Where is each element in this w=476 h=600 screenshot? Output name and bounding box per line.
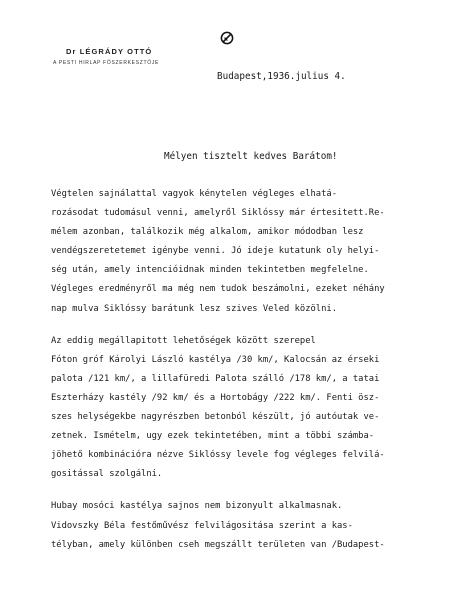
salutation: Mélyen tisztelt kedves Barátom! xyxy=(164,151,338,162)
text-line: nap mulva Siklóssy barátunk lesz szives Veled közölni. xyxy=(51,303,337,314)
text-line: jöhető kombinációra nézve Siklóssy levele fog végleges felvilá- xyxy=(51,450,385,461)
text-line: Eszterházy kastély /92 km/ és a Hortobágy /222 km/. Fenti ösz- xyxy=(51,392,380,403)
text-line: Fóton gróf Károlyi László kastélya /30 km/, Kalocsán az érseki xyxy=(51,354,380,365)
text-line: télyban, amely különben cseh megszállt területen van /Budapest- xyxy=(51,539,385,550)
letterhead-role: A PESTI HIRLAP FŐSZERKESZTŐJE xyxy=(53,60,160,66)
paragraph-3 xyxy=(51,497,463,554)
text-line: Hubay mosóci kastélya sajnos nem bizonyult alkalmasnak. xyxy=(51,501,343,512)
text-line: Végtelen sajnálattal vagyok kénytelen végleges elhatá- xyxy=(51,189,337,199)
text-line: zetnek. Ismételm, ugy ezek tekintetében, mint a többi számba- xyxy=(51,431,375,442)
text-line: palota /121 km/, a lillafüredi Palota szálló /178 km/, a tatai xyxy=(51,373,380,384)
paragraph-1 xyxy=(51,185,463,319)
letter-body xyxy=(51,185,463,555)
date-line: Budapest,1936.julius 4. xyxy=(217,71,346,82)
text-line: gositással szolgálni. xyxy=(51,469,163,480)
text-line: vendégszeretetemet igénybe venni. Jó ideje kutatunk oly helyi- xyxy=(51,246,380,257)
circled-cross-mark-icon xyxy=(220,31,234,45)
text-line: Az eddig megállapitott lehetőségek között szerepel xyxy=(51,335,316,346)
text-line: ség után, amely intencióidnak minden tekintetben megfelelne. xyxy=(51,265,369,276)
text-line: szes helységekbe nagyrészben betonból készült, jó autóutak ve- xyxy=(51,412,380,423)
text-line: Végleges eredményről ma még nem tudok beszámolni, ezeket néhány xyxy=(51,284,385,295)
text-line: mélem azonban, találkozik még alkalom, amikor módodban lesz xyxy=(51,227,364,238)
letterhead-name: Dr LÉGRÁDY OTTÓ xyxy=(66,47,153,56)
paragraph-2 xyxy=(51,332,463,485)
text-line: Vidovszky Béla festőművész felvilágositása szerint a kas- xyxy=(51,520,353,531)
text-line: rozásodat tudomásul venni, amelyről Siklóssy már értesitett.Re- xyxy=(51,208,385,219)
